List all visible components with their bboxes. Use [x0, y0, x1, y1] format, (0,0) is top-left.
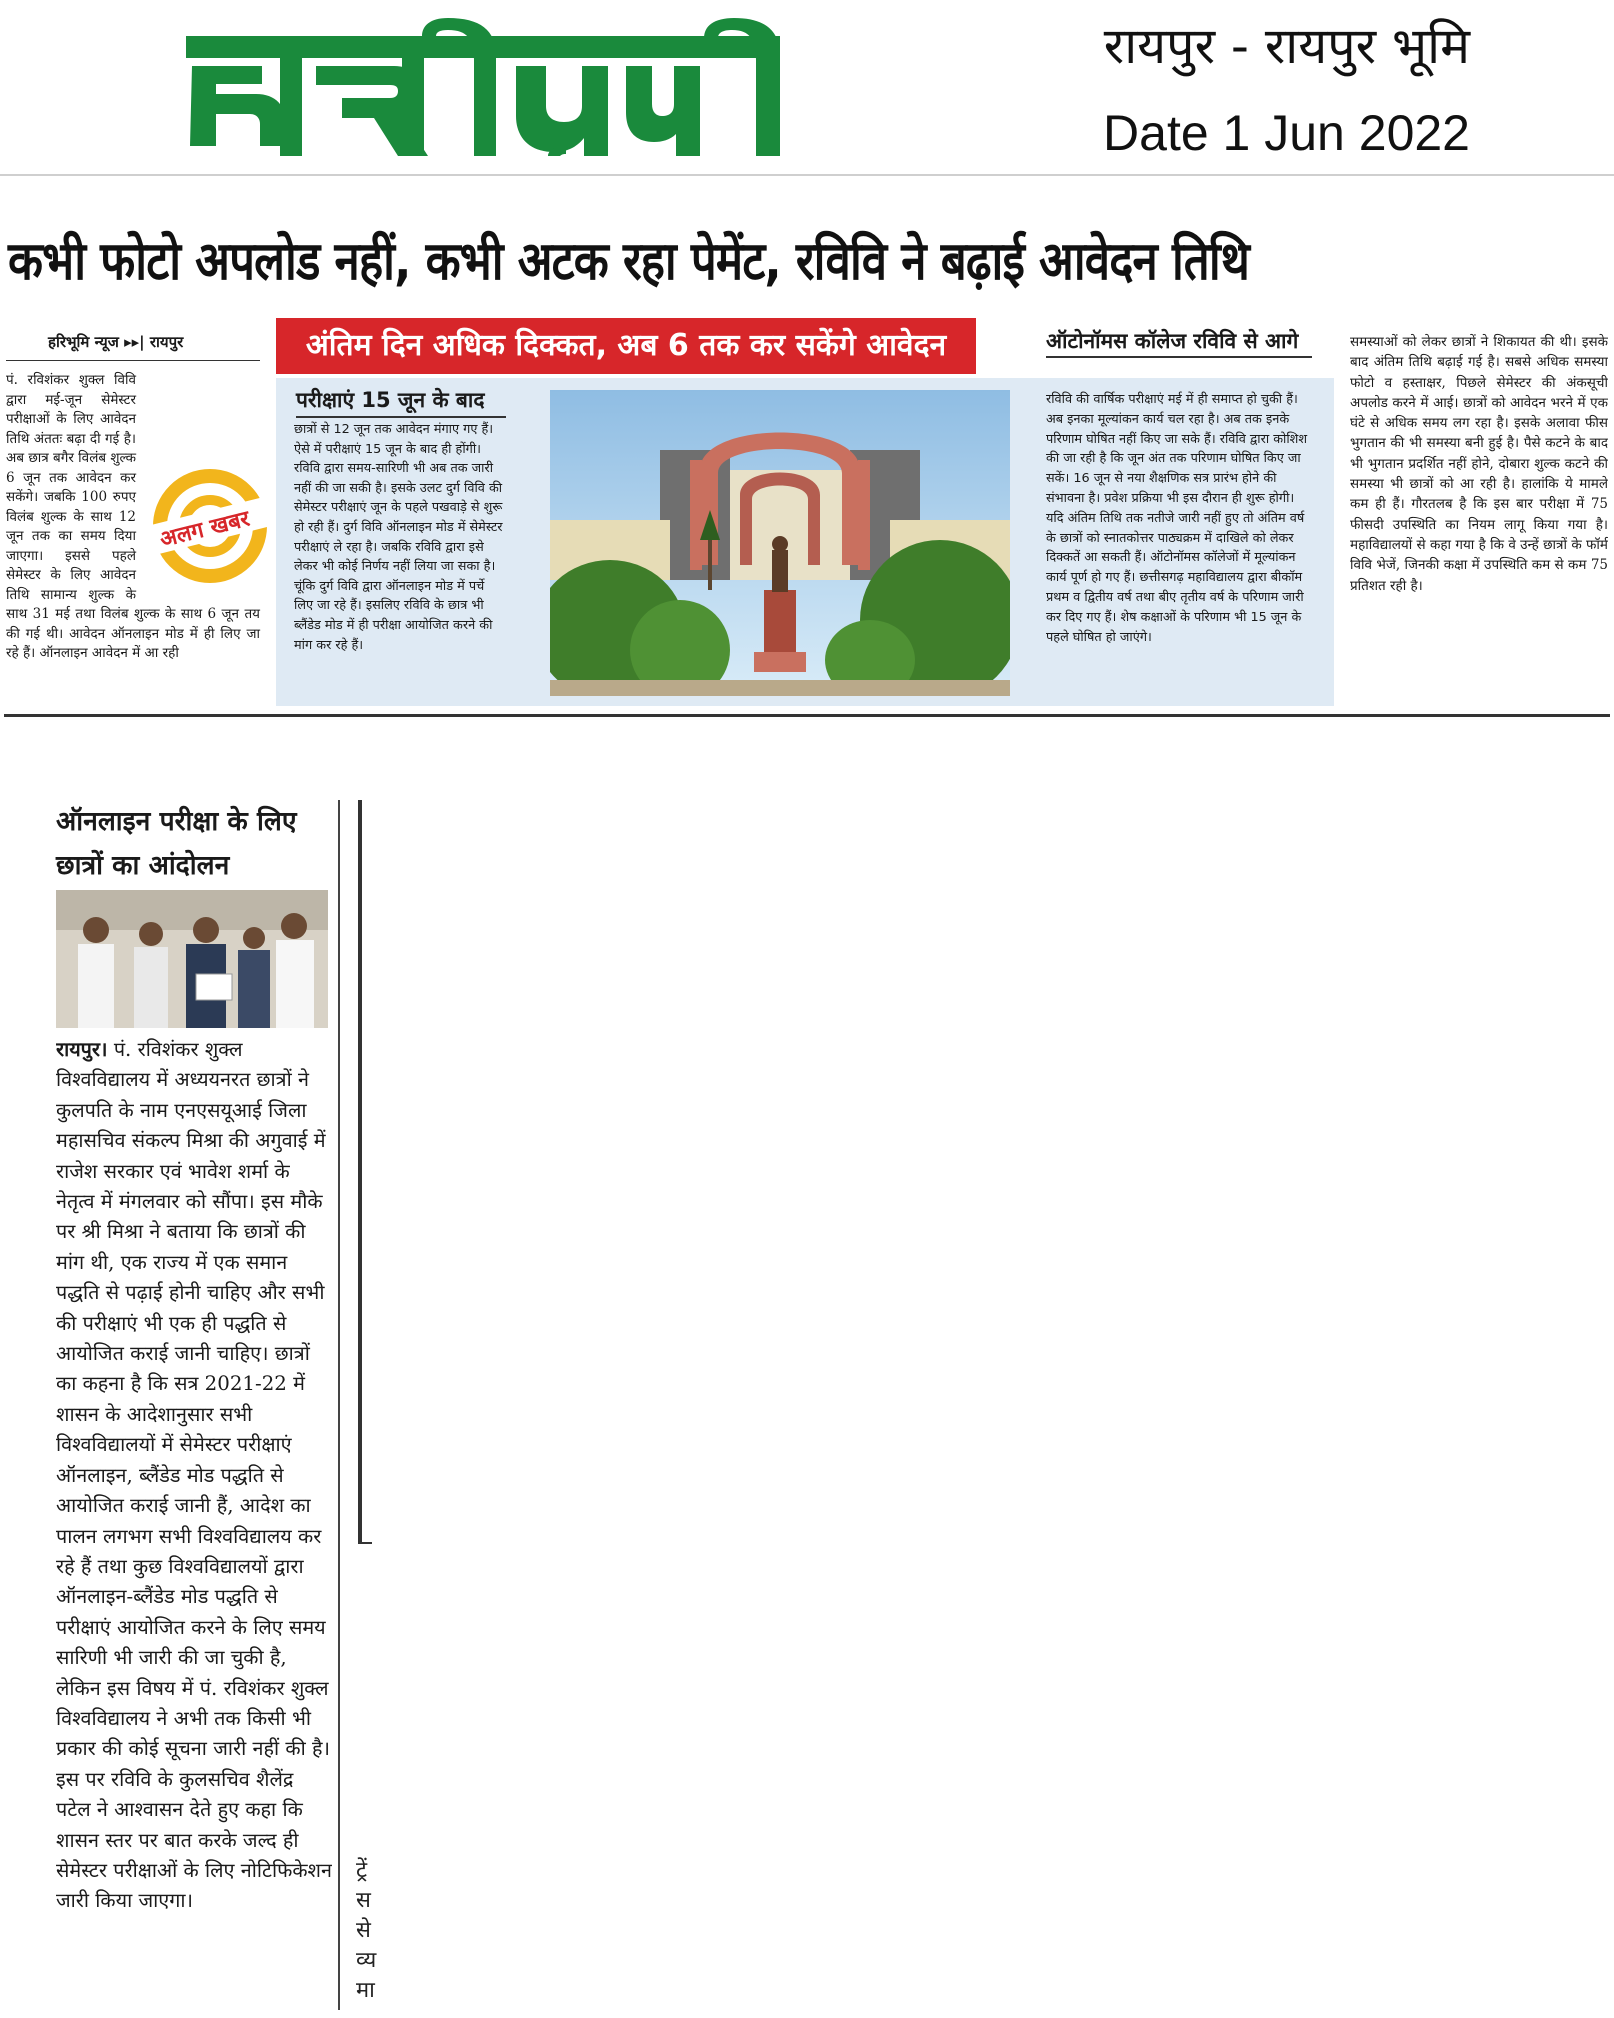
subhead-exams-after-june-15: परीक्षाएं 15 जून के बाद [296, 386, 506, 418]
column-3-body: रविवि की वार्षिक परीक्षाएं मई में ही समाप्त हो चुकी हैं। अब इनका मूल्यांकन कार्य चल रहा है। अब तक इनके परिणाम घोषित नहीं किए जा सके हैं। रविवि द्वारा कोशिश की जा रही है कि जून अंत तक परिणाम घोषित किए जा सकें। 16 जून से नया शैक्षणिक सत्र प्रारंभ होने की संभावना है। प्रवेश प्रक्रिया भी इस दौरान ही शुरू होगी। यदि अंतिम तिथि तक नतीजे जारी नहीं हुए तो अंतिम वर्ष के छात्रों को स्नातकोत्तर पाठ्यक्रम में दाखिले को लेकर दिक्कतें आ सकती हैं। ऑटोनॉमस कॉलेजों में मूल्यांकन कार्य पूर्ण हो गए हैं। छत्तीसगढ़ महाविद्यालय द्वारा बीकॉम प्रथम व द्वितीय वर्ष तथा बीए तृतीय वर्ष के परिणाम जारी कर दिए गए हैं। शेष कक्षाओं के परिणाम भी 15 जून के पहले घोषित हो जाएंगे। [1046, 392, 1308, 645]
cropped-fragment: से [356, 1918, 371, 1943]
second-story-body [56, 1034, 332, 2004]
haribhoomi-logo-art [186, 18, 780, 156]
alag-khabar-badge-icon [140, 466, 270, 586]
cropped-fragment: व्य [356, 1948, 377, 1973]
university-building-photo [550, 390, 1010, 696]
byline: हरिभूमि न्यूज ▸▸| रायपुर [6, 332, 260, 361]
students-photo-illustration [56, 890, 328, 1028]
subheadline-banner: अंतिम दिन अधिक दिक्कत, अब 6 तक कर सकेंगे आवेदन [276, 318, 976, 374]
publication-date: Date 1 Jun 2022 [1103, 105, 1470, 161]
column-1-text: पं. रविशंकर शुक्ल विवि द्वारा मई-जून सेमेस्टर परीक्षाओं के लिए आवेदन तिथि अंततः बढ़ा दी गई है। अब छात्र बगैर विलंब शुल्क 6 जून तक आवेदन कर सकेंगे। जबकि 100 रुपए विलंब शुल्क के साथ 12 जून तक का समय दिया जाएगा। इससे पहले सेमेस्टर के लिए आवेदन तिथि सामान्य शुल्क के साथ 31 मई तथा विलंब शुल्क के साथ 6 जून तय की गई थी। आवेदन ऑनलाइन मोड में ही लिए जा रहे हैं। ऑनलाइन आवेदन में आ रही [6, 372, 260, 661]
second-story-title: ऑनलाइन परीक्षा के लिए छात्रों का आंदोलन [56, 806, 297, 881]
column-4-body: समस्याओं को लेकर छात्रों ने शिकायत की थी। इसके बाद अंतिम तिथि बढ़ाई गई है। सबसे अधिक समस्या फोटो व हस्ताक्षर, पिछले सेमेस्टर की अंकसूची अपलोड करने में आई। छात्रों को आवेदन भरने में एक घंटे से अधिक समय लग रहा है। इसके अलावा फीस भुगतान की भी समस्या बनी हुई है। पैसे कटने के बाद भी भुगतान प्रदर्शित नहीं होने, दोबारा शुल्क कटने की समस्या भी छात्रों को आ रही है। हालांकि ये मामले कम ही हैं। गौरतलब है कि इस बार परीक्षा में 75 फीसदी उपस्थिति का नियम लागू किया गया है। महाविद्यालयों से कहा गया है कि वे उन्हें छात्रों के फॉर्म विवि भेजें, जिनकी कक्षा में उपस्थिति कम से कम 75 प्रतिशत रही है। [1350, 334, 1608, 594]
haribhoomi-logo [186, 18, 780, 156]
column-rule [338, 800, 340, 2010]
cropped-fragment: ट्रें [356, 1858, 368, 1883]
second-story-dateline: रायपुर। [56, 1037, 108, 1061]
badge-label: अलग खबर [157, 506, 253, 553]
svg-text:हरिभूमि: हरिभूमि [483, 108, 486, 109]
cropped-fragment: स [356, 1888, 371, 1913]
story-divider [4, 714, 1610, 717]
column-rule-2-foot [362, 1542, 372, 1544]
photo-illustration [550, 390, 1010, 696]
column-rule-2 [358, 800, 362, 1544]
students-protest-photo [56, 890, 328, 1028]
column-2-body: छात्रों से 12 जून तक आवेदन मंगाए गए हैं। ऐसे में परीक्षाएं 15 जून के बाद ही होंगी। रविवि द्वारा समय-सारिणी भी अब तक जारी नहीं की जा सकी है। इसके उलट दुर्ग विवि की सेमेस्टर परीक्षाएं जून के पहले पखवाड़े से शुरू हो रही हैं। दुर्ग विवि ऑनलाइन मोड में सेमेस्टर परीक्षाएं ले रहा है। जबकि रविवि द्वारा इसे लेकर भी कोई निर्णय नहीं लिया जा सका है। चूंकि दुर्ग विवि द्वारा ऑनलाइन मोड में पर्चे लिए जा रहे हैं। इसलिए रविवि के छात्र भी ब्लैंडेड मोड में ही परीक्षा आयोजित करने की मांग कर रहे हैं। [294, 422, 503, 653]
main-headline: कभी फोटो अपलोड नहीं, कभी अटक रहा पेमेंट, रविवि ने बढ़ाई आवेदन तिथि [8, 231, 1249, 292]
edition-name: रायपुर - रायपुर भूमि [1103, 17, 1470, 75]
header-divider [0, 174, 1614, 176]
subhead-autonomous-colleges: ऑटोनॉमस कॉलेज रविवि से आगे [1046, 326, 1312, 358]
second-story-text: पं. रविशंकर शुक्ल विश्वविद्यालय में अध्ययनरत छात्रों ने कुलपति के नाम एनएसयूआई जिला महासचिव संकल्प मिश्रा की अगुवाई में राजेश सरकार एवं भावेश शर्मा के नेतृत्व में मंगलवार को सौंपा। इस मौके पर श्री मिश्रा ने बताया कि छात्रों की मांग थी, एक राज्य में एक समान पद्धति से पढ़ाई होनी चाहिए और सभी की परीक्षाएं भी एक ही पद्धति से आयोजित कराई जानी चाहिए। छात्रों का कहना है कि सत्र 2021-22 में शासन के आदेशानुसार सभी विश्वविद्यालयों में सेमेस्टर परीक्षाएं ऑनलाइन, ब्लैंडेड मोड पद्धति से आयोजित कराई जानी हैं, आदेश का पालन लगभग सभी विश्वविद्यालय कर रहे हैं तथा कुछ विश्वविद्यालयों द्वारा ऑनलाइन-ब्लैंडेड मोड पद्धति से परीक्षाएं आयोजित करने के लिए समय सारिणी भी जारी की जा चुकी है, लेकिन इस विषय में पं. रविशंकर शुक्ल विश्वविद्यालय ने अभी तक किसी भी प्रकार की कोई सूचना जारी नहीं की है। इस पर रविवि के कुलसचिव शैलेंद्र पटेल ने आश्वासन देते हुए कहा कि शासन स्तर पर बात करके जल्द ही सेमेस्टर परीक्षाओं के लिए नोटिफिकेशन जारी किया जाएगा। [56, 1038, 332, 1913]
cropped-fragment: मा [356, 1978, 375, 2003]
